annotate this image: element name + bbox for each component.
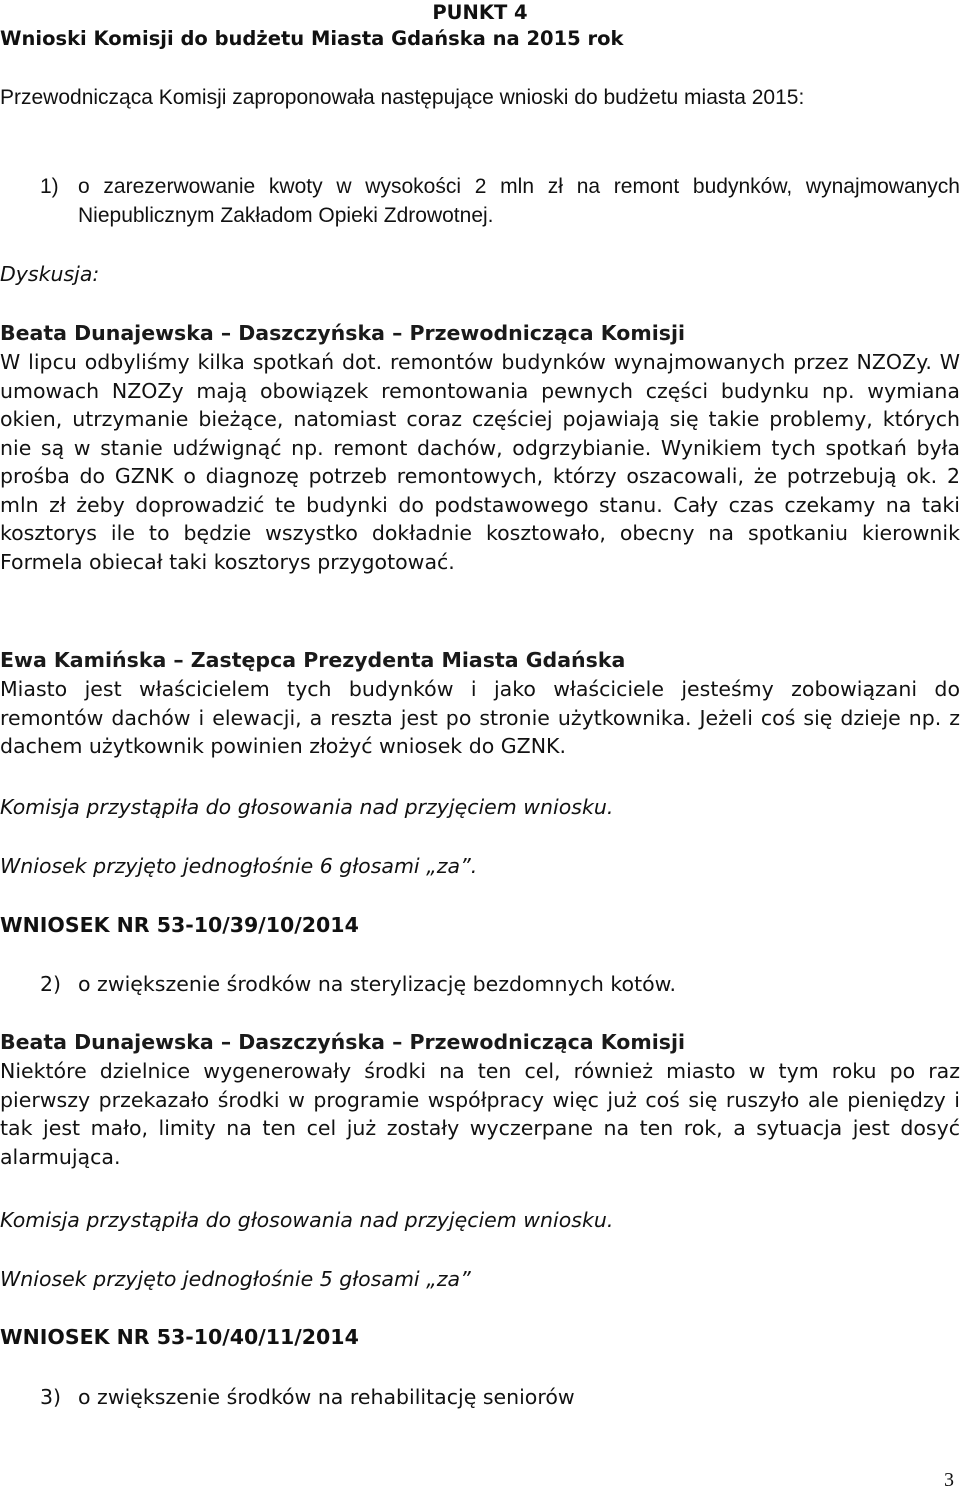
speech-text: Miasto jest właścicielem tych budynków i jako właściciele jesteśmy zobowiązani do remontów dachów i elewacji, a reszta jest po stronie użytkownika. Jeżeli coś się dzieje np. z dachem użytkownik powinien złożyć wniosek do GZNK. (0, 677, 960, 758)
list-item-text: o zwiększenie środków na sterylizację bezdomnych kotów. (78, 972, 677, 996)
list-item-number: 2) (40, 972, 62, 996)
speaker-name: Beata Dunajewska – Daszczyńska – Przewodnicząca Komisji (0, 1030, 686, 1054)
speaker-name: Ewa Kamińska – Zastępca Prezydenta Miasta Gdańska (0, 648, 626, 672)
resolution-number: WNIOSEK NR 53-10/40/11/2014 (0, 1325, 359, 1349)
vote-result: Wniosek przyjęto jednogłośnie 6 głosami „za”. (0, 854, 478, 878)
list-item-text: o zarezerwowanie kwoty w wysokości 2 mln zł na remont budynków, wynajmowanych Niepublicznym Zakładom Opieki Zdrowotnej. (78, 175, 960, 227)
page-number: 3 (944, 1469, 954, 1491)
speech-text: Niektóre dzielnice wygenerowały środki na ten cel, również miasto w tym roku po raz pierwszy przekazało środki w programie współpracy więc już coś się ruszyło ale pieniędzy i tak jest mało, limity na ten cel już zostały wyczerpane na ten rok, a sytuacja jest dosyć alarmująca. (0, 1059, 960, 1169)
point-heading: PUNKT 4 (432, 1, 528, 24)
list-item-number: 1) (40, 175, 59, 198)
intro-paragraph: Przewodnicząca Komisji zaproponowała następujące wnioski do budżetu miasta 2015: (0, 86, 805, 109)
speaker-name: Beata Dunajewska – Daszczyńska – Przewodnicząca Komisji (0, 321, 686, 345)
vote-result: Wniosek przyjęto jednogłośnie 5 głosami „za” (0, 1267, 471, 1291)
resolution-number: WNIOSEK NR 53-10/39/10/2014 (0, 913, 359, 937)
discussion-label: Dyskusja: (0, 262, 100, 286)
list-item-number: 3) (40, 1385, 62, 1409)
document-title: Wnioski Komisji do budżetu Miasta Gdańska na 2015 rok (0, 27, 624, 50)
speech-text: W lipcu odbyliśmy kilka spotkań dot. remontów budynków wynajmowanych przez NZOZy. W umowach NZOZy mają obowiązek remontowania pewnych części budynku np. wymiana okien, utrzymanie bieżące, natomiast coraz częściej pojawiają się takie problemy, których nie są w stanie udźwignąć np. remont dachów, odgrzybianie. Wynikiem tych spotkań była prośba do GZNK o diagnozę potrzeb remontowych, którzy oszacowali, że potrzebują ok. 2 mln zł żeby doprowadzić te budynki do podstawowego stanu. Cały czas czekamy na taki kosztorys ile to będzie wszystko dokładnie kosztowało, obecny na spotkaniu kierownik Formela obiecał taki kosztorys przygotować. (0, 350, 960, 574)
vote-statement: Komisja przystąpiła do głosowania nad przyjęciem wniosku. (0, 795, 614, 819)
list-item-text: o zwiększenie środków na rehabilitację seniorów (78, 1385, 575, 1409)
vote-statement: Komisja przystąpiła do głosowania nad przyjęciem wniosku. (0, 1208, 614, 1232)
